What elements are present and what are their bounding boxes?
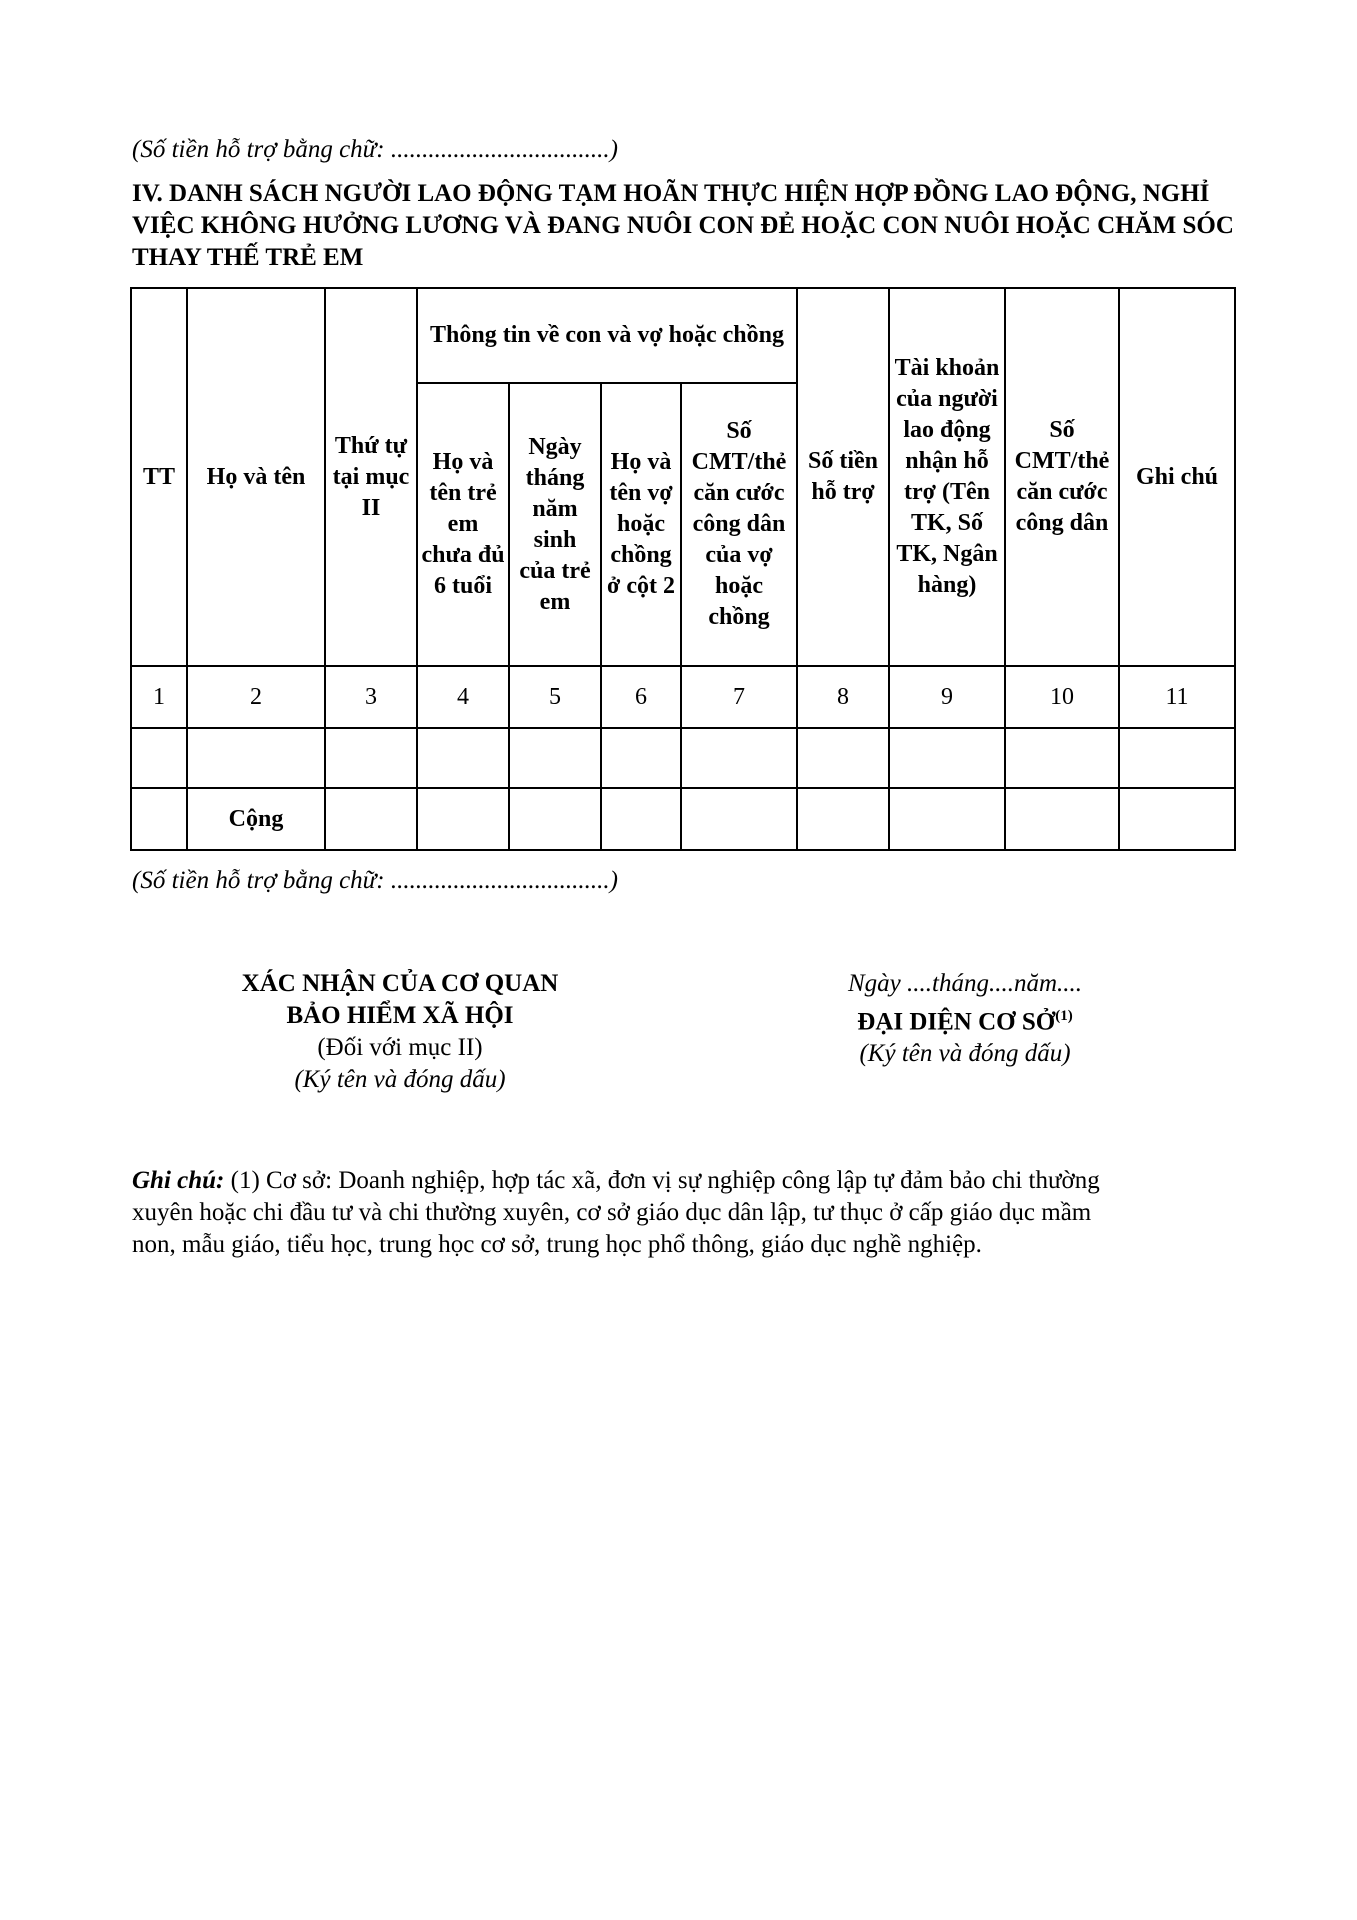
column-number: 5 [509, 666, 601, 728]
right-signature-block [755, 968, 1175, 1070]
column-number: 4 [417, 666, 509, 728]
header-bank-account: Tài khoản của người lao động nhận hỗ trợ (Tên TK, Số TK, Ngân hàng) [889, 288, 1005, 666]
footnote-label: Ghi chú: [132, 1167, 225, 1194]
column-number: 7 [681, 666, 797, 728]
total-label: Cộng [187, 788, 325, 850]
worker-list-table [130, 287, 1236, 851]
footnote-line-1 [132, 1166, 1100, 1196]
bottom-amount-in-words-note: (Số tiền hỗ trợ bằng chữ: ...................................) [132, 867, 618, 894]
left-signature-block [190, 968, 610, 1096]
table-cell[interactable] [1005, 788, 1119, 850]
header-id-number: Số CMT/thẻ căn cước công dân [1005, 288, 1119, 666]
footnote-line-3: non, mẫu giáo, tiểu học, trung học cơ sở, trung học phổ thông, giáo dục nghề nghiệp. [132, 1231, 982, 1258]
table-cell[interactable] [797, 728, 889, 788]
header-support-amount: Số tiền hỗ trợ [797, 288, 889, 666]
header-child-dob: Ngày tháng năm sinh của trẻ em [509, 383, 601, 666]
column-number: 10 [1005, 666, 1119, 728]
column-number: 6 [601, 666, 681, 728]
section-title: IV. DANH SÁCH NGƯỜI LAO ĐỘNG TẠM HOÃN THỰC HIỆN HỢP ĐỒNG LAO ĐỘNG, NGHỈ VIỆC KHÔNG HƯỞNG LƯƠNG VÀ ĐANG NUÔI CON ĐẺ HOẶC CON NUÔI HOẶC CHĂM SÓC THAY THẾ TRẺ EM [132, 180, 1234, 271]
column-number: 3 [325, 666, 417, 728]
table-cell[interactable] [509, 728, 601, 788]
table-cell[interactable] [681, 728, 797, 788]
table-cell[interactable] [509, 788, 601, 850]
table-cell[interactable] [131, 728, 187, 788]
left-sign-scope: (Đối với mục II) [317, 1034, 483, 1061]
right-sign-date: Ngày ....tháng....năm.... [847, 970, 1083, 997]
table-cell[interactable] [417, 728, 509, 788]
table-cell[interactable] [417, 788, 509, 850]
column-number: 11 [1119, 666, 1235, 728]
left-sign-title-2: BẢO HIỂM XÃ HỘI [286, 1002, 514, 1029]
table-cell[interactable] [797, 788, 889, 850]
table-cell[interactable] [1119, 728, 1235, 788]
header-order-in-section-ii: Thứ tự tại mục II [325, 288, 417, 666]
table-cell[interactable] [601, 788, 681, 850]
header-note: Ghi chú [1119, 288, 1235, 666]
table-cell[interactable] [601, 728, 681, 788]
table-cell [131, 788, 187, 850]
right-sign-instruction: (Ký tên và đóng dấu) [859, 1040, 1071, 1068]
header-child-name: Họ và tên trẻ em chưa đủ 6 tuổi [417, 383, 509, 666]
table-cell[interactable] [889, 728, 1005, 788]
header-full-name: Họ và tên [187, 288, 325, 666]
total-row [131, 788, 1235, 850]
table-cell[interactable] [1119, 788, 1235, 850]
table-cell[interactable] [187, 728, 325, 788]
table-cell[interactable] [325, 728, 417, 788]
table-cell[interactable] [889, 788, 1005, 850]
header-spouse-name: Họ và tên vợ hoặc chồng ở cột 2 [601, 383, 681, 666]
top-amount-in-words-note: (Số tiền hỗ trợ bằng chữ: ...................................) [132, 136, 618, 163]
column-number: 2 [187, 666, 325, 728]
empty-data-row [131, 728, 1235, 788]
right-sign-title [755, 1000, 1175, 1038]
table-cell[interactable] [681, 788, 797, 850]
table-cell[interactable] [325, 788, 417, 850]
footnote-line-2: xuyên hoặc chi đầu tư và chi thường xuyên, cơ sở giáo dục dân lập, tư thục ở cấp giáo dục mầm [132, 1199, 1092, 1226]
header-spouse-id: Số CMT/thẻ căn cước công dân của vợ hoặc chồng [681, 383, 797, 666]
left-sign-title-1: XÁC NHẬN CỦA CƠ QUAN [241, 970, 559, 997]
footnote-text-1: (1) Cơ sở: Doanh nghiệp, hợp tác xã, đơn vị sự nghiệp công lập tự đảm bảo chi thường [224, 1167, 1100, 1194]
footnote-ref: (1) [1055, 1008, 1073, 1024]
header-tt: TT [131, 288, 187, 666]
right-sign-title-text: ĐẠI DIỆN CƠ SỞ [857, 1008, 1056, 1036]
column-number-row [131, 666, 1235, 728]
column-number: 1 [131, 666, 187, 728]
column-number: 9 [889, 666, 1005, 728]
table-cell[interactable] [1005, 728, 1119, 788]
header-child-spouse-info: Thông tin về con và vợ hoặc chồng [417, 288, 797, 383]
column-number: 8 [797, 666, 889, 728]
left-sign-instruction: (Ký tên và đóng dấu) [294, 1066, 506, 1093]
